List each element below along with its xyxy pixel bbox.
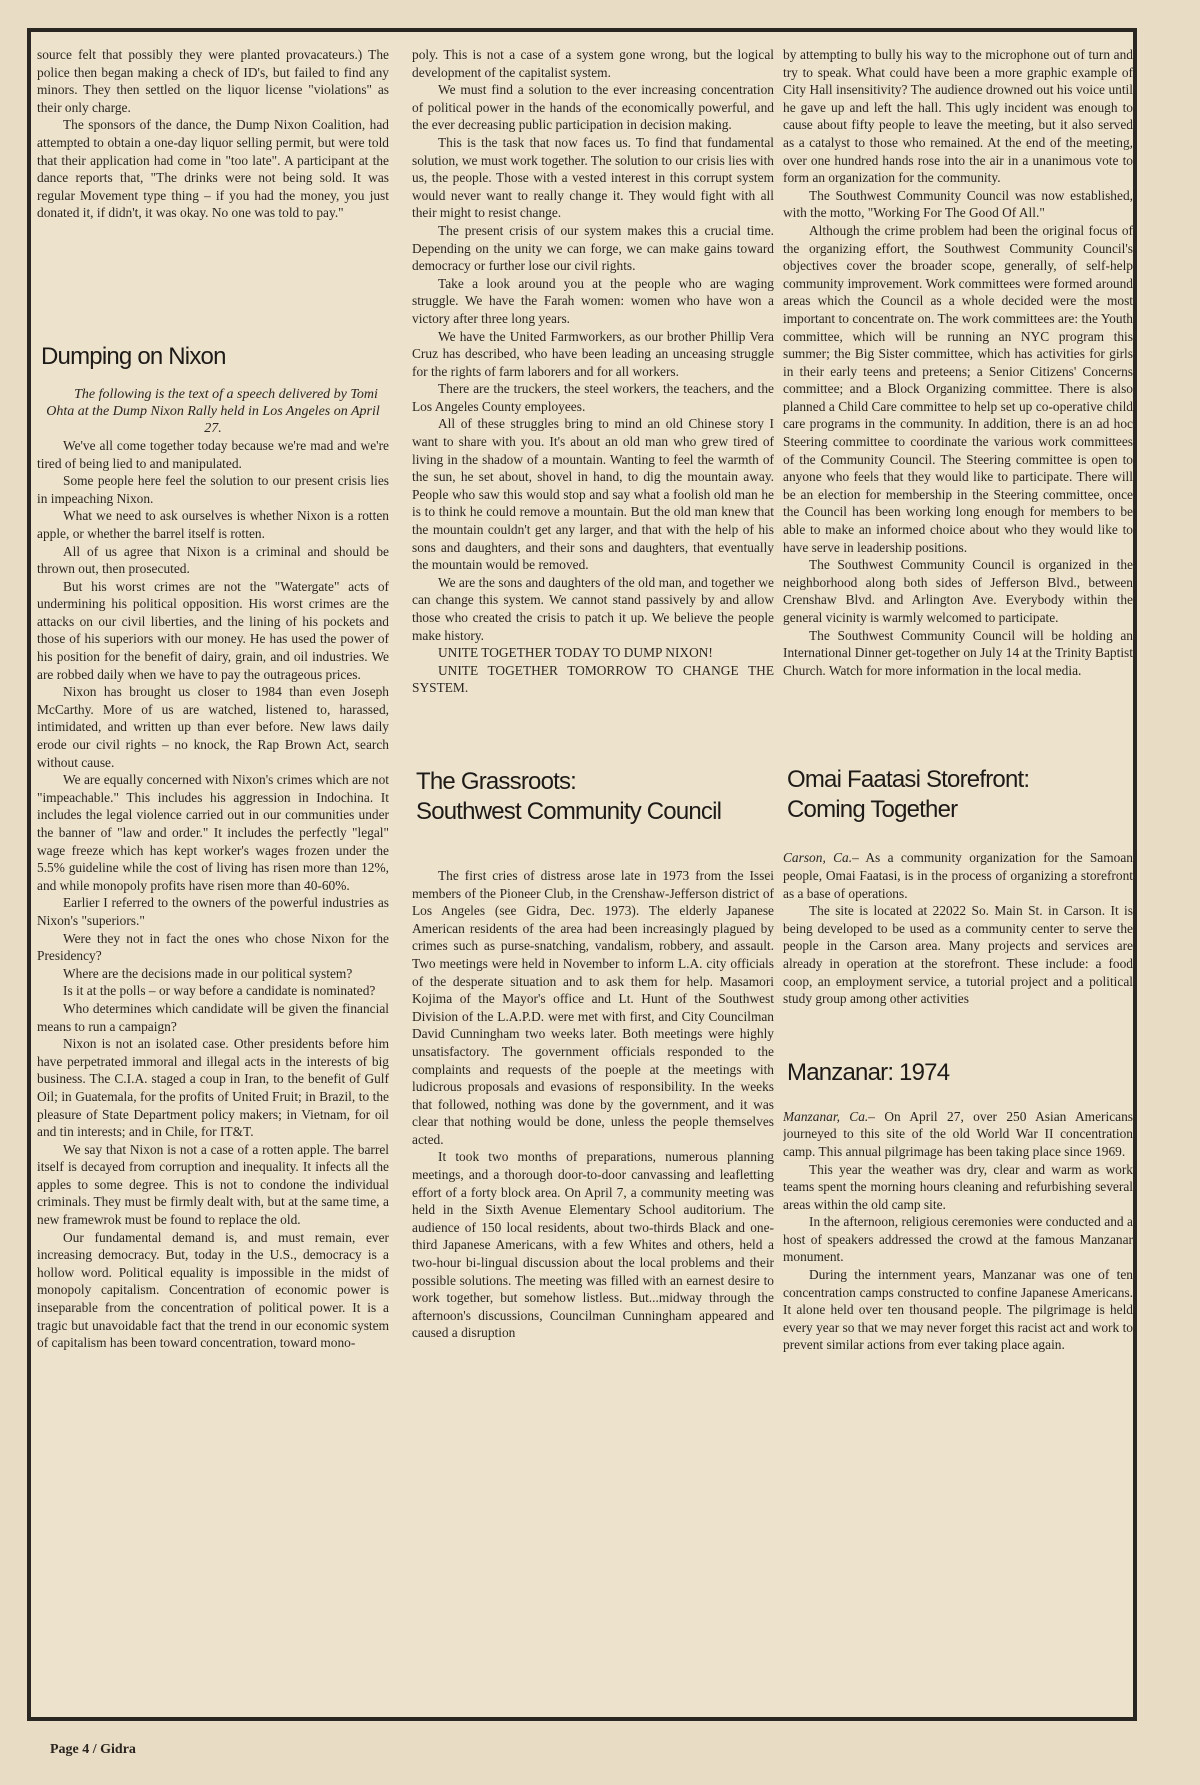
article-paragraph: There are the truckers, the steel workers, the teachers, and the Los Angeles County employees. [412,381,774,414]
article-paragraph: The Southwest Community Council is organized in the neighborhood along both sides of Jefferson Blvd., between Crenshaw Blvd. and Arlington Ave. Everybody within the general vicinity is warmly welcomed to participate. [783,557,1133,625]
article-paragraph: The Southwest Community Council was now established, with the motto, "Working For The Good Of All." [783,187,1133,221]
dateline: Carson, Ca.– [783,850,859,866]
article-paragraph: Some people here feel the solution to our present crisis lies in impeaching Nixon. [37,473,389,506]
article-paragraph: Take a look around you at the people who are waging struggle. We have the Farah women: women who have won a victory after three long years. [412,275,774,326]
article-paragraph: source felt that possibly they were planted provacateurs.) The police then began making a check of ID's, but failed to find any minors. They then settled on the liquor license "violations" as their only charge. [37,47,389,115]
article-paragraph: During the internment years, Manzanar was one of ten concentration camps constructed to confine Japanese Americans. It alone held over ten thousand people. The pilgrimage is held every year so that we may never forget this racist act and work to prevent similar actions from ever taking place again. [783,1267,1133,1353]
article-paragraph: This is the task that now faces us. To find that fundamental solution, we must work together. The solution to our crisis lies with us, the people. Those with a vested interest in this corrupt system would never want to really change it. They would fight with all their might to resist change. [412,134,774,221]
article-paragraph: All of these struggles bring to mind an old Chinese story I want to share with you. It's about an old man who grew tired of living in the shadow of a mountain. Wanting to feel the warmth of the sun, he set about, shovel in hand, to dig the mountain away. People who saw this would stop and say what a foolish old man he is to think he could remove a mountain. But the old man knew that the mountain couldn't get any larger, and that with the help of his sons and daughters, and their sons and daughters, that eventually the mountain would be removed. [412,416,774,573]
article-paragraph: Earlier I referred to the owners of the powerful industries as Nixon's "superiors." [37,895,389,928]
article-paragraph: Were they not in fact the ones who chose Nixon for the Presidency? [37,930,389,964]
headline-line: The Grassroots: [416,767,577,795]
column-2 [412,46,774,1709]
headline-line: Omai Faatasi Storefront: [787,766,1030,794]
article-paragraph: All of us agree that Nixon is a criminal and should be thrown out, then prosecuted. [37,543,389,577]
page-frame [27,28,1137,1721]
article-paragraph: We are the sons and daughters of the old man, and together we can change this system. We cannot stand passively by and allow those who created the crisis to patch it up. We believe the people make history. [412,574,774,643]
headline-omai-faatasi [787,765,1133,825]
article-paragraph: The first cries of distress arose late in 1973 from the Issei members of the Pioneer Club, in the Crenshaw-Jefferson district of Los Angeles (see Gidra, Dec. 1973). The elderly Japanese American residents of the area had been increasingly plagued by crimes such as purse-snatching, vandalism, robbery, and assault. Two meetings were held in November to inform L.A. city officials of the desperate situation and to ask them for help. Masamori Kojima of the Mayor's office and Lt. Hunt of the Southwest Division of the L.A.P.D. were met with first, and City Councilman David Cunningham two weeks later. Both meetings were highly unsatisfactory. The government officials responded to the complaints and requests of the poeple at the meetings with ludicrous proposals and evasions of responsibility. In the weeks that followed, nothing was done by the government, and it was clear that nothing would be done, unless the people themselves acted. [412,867,774,1147]
headline-manzanar: Manzanar: 1974 [787,1058,950,1086]
article-paragraph: The sponsors of the dance, the Dump Nixon Coalition, had attempted to obtain a one-day liquor selling permit, but were told that their application had come in "too late". A participant at the dance reports that, "The drinks were not being sold. It was regular Movement type thing – if you had the money, you just donated it, if didn't, it was okay. No one was told to pay." [37,117,389,221]
slogan-text: UNITE TOGETHER TOMORROW TO CHANGE THE SYSTEM. [412,662,774,696]
headline-grassroots [416,767,774,827]
headline-line: Southwest Community Council [416,797,722,825]
column-1 [37,46,389,1709]
article-paragraph: We must find a solution to the ever increasing concentration of political power in the hands of the economically powerful, and the ever decreasing public participation in decision making. [412,82,774,133]
page-footer: Page 4 / Gidra [50,1742,136,1757]
article-paragraph: We are equally concerned with Nixon's crimes which are not "impeachable." This includes his aggression in Indochina. It includes the legal violence carried out in our communities under the banner of "law and order." It includes the perfectly "legal" wage freeze which has kept worker's wages frozen under the 5.5% guideline while the cost of living has risen more than 12%, and while monopoly profits have risen more than 40-60%. [37,772,389,893]
article-paragraph: Nixon is not an isolated case. Other presidents before him have perpetrated immoral and illegal acts in the interests of big business. The C.I.A. staged a coup in Iran, to the benefit of Gulf Oil; in Guatemala, for the profits of United Fruit; in Brazil, to the pleasure of State Department policy makers; in Vietnam, for oil and tin interests; and in Chile, for IT&T. [37,1036,389,1140]
article-paragraph: But his worst crimes are not the "Watergate" acts of undermining his political opposition. His worst crimes are the attacks on our civil liberties, and the lining of his pockets and those of his superiors with our money. He has used the power of his position for the benefit of dairy, grain, and oil industries. We are robbed daily when we have to pay the outrageous prices. [37,578,389,682]
headline-line: Coming Together [787,796,958,824]
article-text: On April 27, over 250 Asian Americans journeyed to this site of the old World War II concentration camp. This annual pilgrimage has been taking place since 1969. [783,1108,1133,1159]
article-paragraph: Who determines which candidate will be given the financial means to run a campaign? [37,1000,389,1034]
article-paragraph: It took two months of preparations, numerous planning meetings, and a thorough door-to-door canvassing and leafletting effort of a forty block area. On April 7, a community meeting was held in the Sixth Avenue Elementary School auditorium. The audience of 150 local residents, about two-thirds Black and one-third Japanese Americans, with a few Whites and others, held a two-hour bi-lingual discussion about the local problems and their possible solutions. The meeting was filled with an earnest desire to work together, but somehow listless. But...midway through the afternoon's discussions, Councilman Cunningham appeared and caused a disruption [412,1149,774,1341]
headline-dumping-on-nixon: Dumping on Nixon [41,342,226,370]
column-3 [783,46,1133,1709]
article-paragraph: The site is located at 22022 So. Main St. in Carson. It is being developed to be used as a community center to serve the people in the Carson area. Many projects and services are already in operation at the storefront. These include: a food coop, an employment service, a tutorial project and a political study group among other activities [783,903,1133,1007]
dateline: Manzanar, Ca.– [783,1108,875,1124]
article-paragraph: Our fundamental demand is, and must remain, ever increasing democracy. But, today in the U.S., democracy is a hollow word. Political equality is impossible in the midst of monopoly capitalism. Concentration of economic power is inseparable from the concentration of political power. It is a tragic but unavoidable fact that the trend in our economic system of capitalism has been toward concentration, toward mono- [37,1229,389,1351]
article-paragraph: poly. This is not a case of a system gone wrong, but the logical development of the capitalist system. [412,47,774,80]
article-lede: The following is the text of a speech delivered by Tomi Ohta at the Dump Nixon Rally held in Los Angeles on April 27. [46,386,380,436]
slogan-text: UNITE TOGETHER TODAY TO DUMP NIXON! [438,645,713,661]
article-paragraph: What we need to ask ourselves is whether Nixon is a rotten apple, or whether the barrel itself is rotten. [37,508,389,541]
article-paragraph: We have the United Farmworkers, as our brother Phillip Vera Cruz has described, who have been leading an unceasing struggle for the rights of farm laborers and for all workers. [412,328,774,379]
article-paragraph [783,1108,1133,1161]
article-paragraph: Is it at the polls – or way before a candidate is nominated? [63,983,376,999]
article-text: As a community organization for the Samoan people, Omai Faatasi, is in the process of organizing a storefront as a base of operations. [783,850,1133,901]
article-paragraph: Where are the decisions made in our political system? [63,965,353,981]
article-paragraph: The present crisis of our system makes this a crucial time. Depending on the unity we can forge, we can make gains toward democracy or further lose our civil rights. [412,222,774,274]
article-paragraph: In the afternoon, religious ceremonies were conducted and a host of speakers addressed the crowd at the famous Manzanar monument. [783,1214,1133,1265]
article-paragraph: by attempting to bully his way to the microphone out of turn and try to speak. What could have been a more graphic example of City Hall insensitivity? The audience drowned out his voice until he gave up and left the hall. This ugly incident was enough to cause about fifty people to leave the meeting, but it also served as a catalyst to those who remained. At the end of the meeting, over one hundred hands rose into the air in a unanimous vote to form an organization for the community. [783,47,1133,186]
article-paragraph: The Southwest Community Council will be holding an International Dinner get-together on July 14 at the Trinity Baptist Church. Watch for more information in the local media. [783,627,1133,678]
article-paragraph: This year the weather was dry, clear and warm as work teams spent the morning hours cleaning and refurbishing several areas within the old camp site. [783,1161,1133,1212]
article-paragraph [783,849,1133,902]
article-paragraph: Although the crime problem had been the original focus of the organizing effort, the Southwest Community Council's objectives cover the broader scope, generally, of self-help community improvement. Work committees were formed around areas which the Council as a whole decided were the most important to concentrate on. The work committees are: the Youth committee, which will be running an NYC program this summer; the Big Sister committee, which has activities for girls in their early teens and preteens; a Senior Citizens' Concerns committee; and a Block Organizing committee. There is also planned a Child Care committee to help set up co-operative child care programs in the community. In addition, there is an ad hoc Steering committee to coordinate the various work committees of the Community Council. The Steering committee is open to anyone who feels that they would like to participate. There will be an election for membership in the Steering committee, once the Council has been working long enough for members to be able to make an informed choice about who they would like to have serve in leadership positions. [783,222,1133,555]
article-paragraph: Nixon has brought us closer to 1984 than even Joseph McCarthy. More of us are watched, listened to, harassed, intimidated, and written up than ever before. New laws daily erode our civil rights – no knock, the Rap Brown Act, search without cause. [37,684,389,770]
article-paragraph: We say that Nixon is not a case of a rotten apple. The barrel itself is decayed from corruption and inequality. It infects all the apples to some degree. This is not to condone the individual criminals. They must be firmly dealt with, but at the same time, a new framewrok must be found to replace the old. [37,1141,389,1228]
article-paragraph: We've all come together today because we're mad and we're tired of being lied to and manipulated. [37,437,389,471]
